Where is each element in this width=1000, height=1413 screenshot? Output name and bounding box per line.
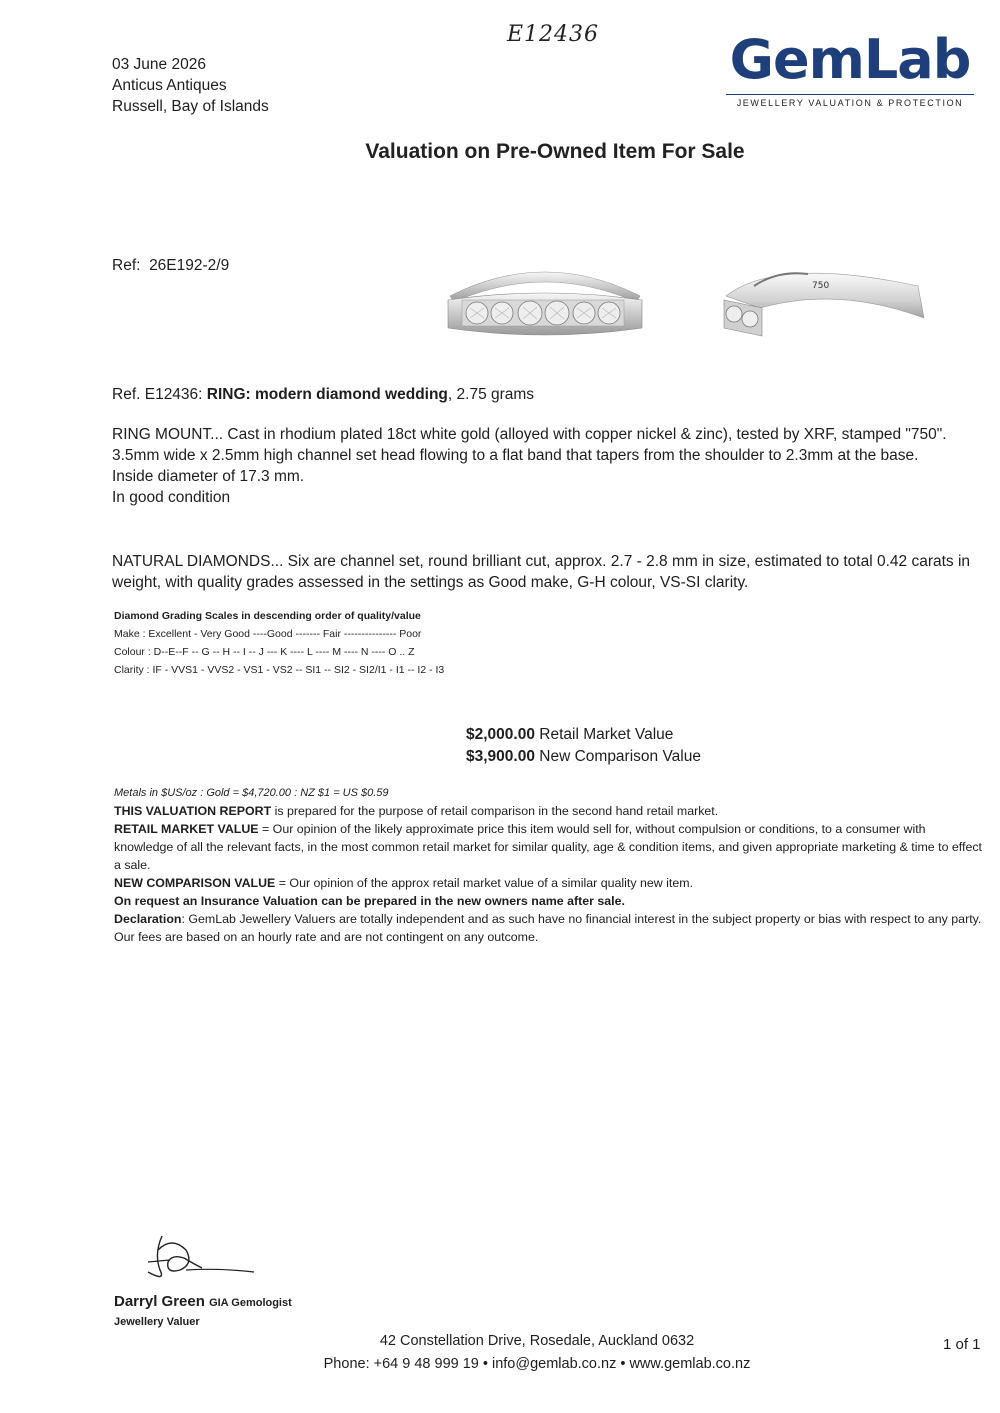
retail-definition-text: = Our opinion of the likely approximate price this item would sell for, without compulsion or conditions, to a consumer with knowledge of all the relevant facts, in the most common retail market for similar quality, age & condition items, and given appropriate marketing & time to effect a sale. bbox=[114, 822, 982, 872]
metals-note: Metals in $US/oz : Gold = $4,720.00 : NZ $1 = US $0.59 bbox=[114, 787, 389, 799]
ring-mount-section bbox=[112, 424, 980, 508]
item-ref: Ref. E12436: bbox=[112, 386, 203, 403]
item-weight: , 2.75 grams bbox=[447, 386, 535, 403]
new-definition-heading: NEW COMPARISON VALUE bbox=[114, 876, 276, 890]
grading-scales bbox=[114, 607, 444, 679]
client-name: Anticus Antiques bbox=[112, 77, 227, 94]
gemlab-logo bbox=[712, 30, 988, 108]
ring-mount-material: RING MOUNT... Cast in rhodium plated 18ct white gold (alloyed with copper nickel & zinc), tested by XRF, stamped "750". bbox=[112, 426, 947, 443]
footer-address: 42 Constellation Drive, Rosedale, Auckland 0632 bbox=[379, 1333, 695, 1349]
logo-divider bbox=[726, 94, 974, 95]
signature-image bbox=[140, 1230, 260, 1286]
diamonds-section: NATURAL DIAMONDS... Six are channel set, round brilliant cut, approx. 2.7 - 2.8 mm in size, estimated to total 0.42 carats in weight, with quality grades assessed in the settings as Good make, G-H colour, VS-SI clarity. bbox=[112, 553, 971, 591]
new-label: New Comparison Value bbox=[534, 748, 701, 765]
grading-clarity: Clarity : IF - VVS1 - VVS2 - VS1 - VS2 -- SI1 -- SI2 - SI2/I1 - I1 -- I2 - I3 bbox=[114, 664, 445, 676]
new-definition-text: = Our opinion of the approx retail market value of a similar quality new item. bbox=[275, 876, 694, 890]
ref-value: 26E192-2/9 bbox=[149, 257, 230, 274]
new-amount: $3,900.00 bbox=[466, 748, 535, 765]
retail-definition bbox=[114, 820, 982, 874]
valuation-date: 03 June 2026 bbox=[112, 56, 206, 73]
insurance-note: On request an Insurance Valuation can be prepared in the new owners name after sale. bbox=[114, 894, 625, 908]
signatory-line bbox=[114, 1293, 292, 1310]
report-note-heading: THIS VALUATION REPORT bbox=[114, 804, 272, 818]
ring-stamp: 750 bbox=[812, 281, 830, 291]
declaration-heading: Declaration bbox=[114, 912, 182, 926]
declaration bbox=[114, 910, 982, 946]
ring-front-image bbox=[440, 256, 650, 346]
new-definition bbox=[114, 874, 982, 892]
report-note-text: is prepared for the purpose of retail comparison in the second hand retail market. bbox=[271, 804, 719, 818]
retail-amount: $2,000.00 bbox=[466, 726, 535, 743]
notes-section bbox=[114, 784, 982, 946]
handwritten-reference: E12436 bbox=[507, 22, 600, 47]
logo-wordmark: GemLab bbox=[729, 28, 971, 91]
signatory-role: Jewellery Valuer bbox=[114, 1316, 200, 1328]
logo-tagline: JEWELLERY VALUATION & PROTECTION bbox=[736, 98, 964, 108]
address-block bbox=[112, 54, 269, 117]
values-block bbox=[466, 724, 701, 768]
ref-label: Ref: bbox=[112, 257, 141, 274]
page-number: 1 of 1 bbox=[943, 1336, 981, 1353]
signatory-name: Darryl Green bbox=[114, 1293, 205, 1310]
ring-mount-condition: In good condition bbox=[112, 489, 231, 506]
client-location: Russell, Bay of Islands bbox=[112, 98, 269, 115]
declaration-text: : GemLab Jewellery Valuers are totally independent and as such have no financial interest in the subject property or bias with respect to any party. Our fees are based on an hourly rate and are not contingent on any outcome. bbox=[114, 912, 982, 944]
report-note bbox=[114, 802, 982, 820]
new-comparison-value bbox=[466, 746, 701, 768]
signatory-credential: GIA Gemologist bbox=[209, 1297, 292, 1309]
page-title: Valuation on Pre-Owned Item For Sale bbox=[365, 140, 745, 163]
grading-heading: Diamond Grading Scales in descending order of quality/value bbox=[114, 610, 421, 622]
signatory bbox=[114, 1293, 292, 1328]
item-line bbox=[112, 384, 534, 405]
retail-definition-heading: RETAIL MARKET VALUE bbox=[114, 822, 259, 836]
ring-mount-diameter: Inside diameter of 17.3 mm. bbox=[112, 468, 305, 485]
grading-colour: Colour : D--E--F -- G -- H -- I -- J --- K ---- L ---- M ---- N ---- O .. Z bbox=[114, 646, 415, 658]
item-name: RING: modern diamond wedding bbox=[206, 386, 448, 403]
footer-contact: Phone: +64 9 48 999 19 • info@gemlab.co.nz • www.gemlab.co.nz bbox=[323, 1356, 751, 1372]
footer bbox=[0, 1330, 1000, 1376]
ring-side-image bbox=[718, 256, 930, 346]
retail-market-value bbox=[466, 724, 701, 746]
ring-mount-dimensions: 3.5mm wide x 2.5mm high channel set head flowing to a flat band that tapers from the shoulder to 2.3mm at the base. bbox=[112, 447, 919, 464]
retail-label: Retail Market Value bbox=[534, 726, 674, 743]
ref-line bbox=[112, 255, 229, 276]
grading-make: Make : Excellent - Very Good ----Good ------- Fair --------------- Poor bbox=[114, 628, 422, 640]
